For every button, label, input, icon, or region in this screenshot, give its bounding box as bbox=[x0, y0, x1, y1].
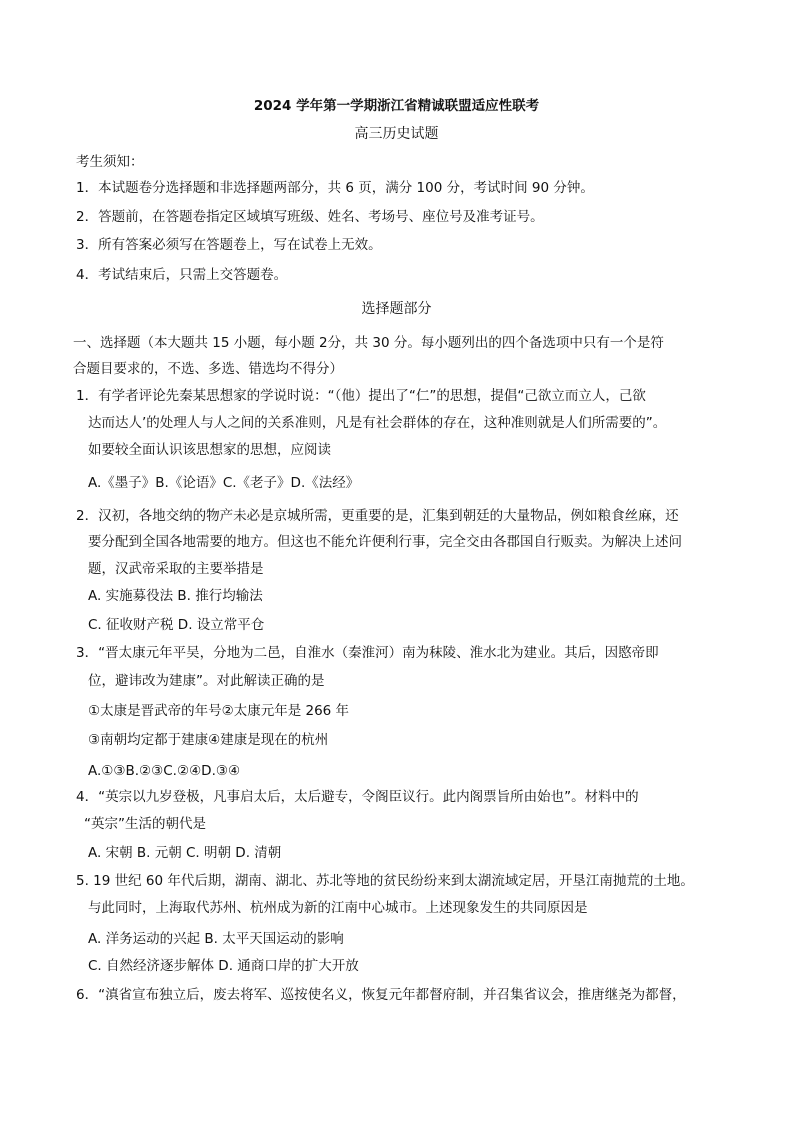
question-1-line-1: 1．有学者评论先秦某思想家的学说时说：“（他）提出了“仁”的思想，提倡“己欲立而立人，己欲 bbox=[76, 388, 646, 404]
section-intro-line-1: 一、选择题（本大题共 15 小题，每小题 2分，共 30 分。每小题列出的四个备选项中只有一个是符 bbox=[73, 335, 664, 351]
question-3-line-1: 3．“晋太康元年平吴，分地为二邑，自淮水（秦淮河）南为秣陵、淮水北为建业。其后，因愍帝即 bbox=[76, 645, 659, 661]
question-5-options-1: A. 洋务运动的兴起 B. 太平天国运动的影响 bbox=[88, 931, 344, 947]
section-title: 选择题部分 bbox=[361, 301, 432, 317]
question-2-line-3: 题，汉武帝采取的主要举措是 bbox=[88, 561, 264, 577]
question-5-options-2: C. 自然经济逐步解体 D. 通商口岸的扩大开放 bbox=[88, 958, 359, 974]
notice-item-1: 1．本试题卷分选择题和非选择题两部分，共 6 页，满分 100 分，考试时间 90 分钟。 bbox=[76, 180, 594, 196]
notice-heading: 考生须知： bbox=[76, 154, 144, 170]
question-2-line-2: 要分配到全国各地需要的地方。但这也不能允许便利行事，完全交由各郡国自行贩卖。为解决上述问 bbox=[88, 534, 682, 550]
question-3-statements-1: ①太康是晋武帝的年号②太康元年是 266 年 bbox=[88, 703, 350, 719]
notice-item-3: 3．所有答案必须写在答题卷上，写在试卷上无效。 bbox=[76, 237, 382, 253]
question-4-line-2: “英宗”生活的朝代是 bbox=[84, 816, 206, 832]
question-5-line-2: 与此同时，上海取代苏州、杭州成为新的江南中心城市。上述现象发生的共同原因是 bbox=[88, 900, 588, 916]
notice-item-2: 2．答题前，在答题卷指定区域填写班级、姓名、考场号、座位号及准考证号。 bbox=[76, 209, 544, 225]
question-2-line-1: 2．汉初，各地交纳的物产未必是京城所需，更重要的是，汇集到朝廷的大量物品，例如粮食丝麻，还 bbox=[76, 508, 679, 524]
section-intro-line-2: 合题目要求的，不选、多选、错选均不得分） bbox=[73, 361, 343, 377]
question-5-line-1: 5. 19 世纪 60 年代后期，湖南、湖北、苏北等地的贫民纷纷来到太湖流域定居，开垦江南抛荒的土地。 bbox=[76, 873, 694, 889]
exam-title: 2024 学年第一学期浙江省精诚联盟适应性联考 bbox=[253, 98, 540, 114]
subject-title: 高三历史试题 bbox=[354, 126, 439, 142]
question-2-options-2: C. 征收财产税 D. 设立常平仓 bbox=[88, 617, 265, 633]
question-3-options: A.①③B.②③C.②④D.③④ bbox=[88, 763, 241, 779]
question-2-options-1: A. 实施募役法 B. 推行均输法 bbox=[88, 588, 263, 604]
notice-item-4: 4．考试结束后，只需上交答题卷。 bbox=[76, 267, 288, 283]
question-4-line-1: 4．“英宗以九岁登极，凡事启太后，太后避专，令阁臣议行。此内阁票旨所由始也”。材料中的 bbox=[76, 789, 639, 805]
question-1-options: A.《墨子》B.《论语》C.《老子》D.《法经》 bbox=[88, 475, 360, 491]
question-1-line-3: 如要较全面认识该思想家的思想，应阅读 bbox=[88, 442, 331, 458]
question-1-line-2: 达而达人’的处理人与人之间的关系准则，凡是有社会群体的存在，这种准则就是人们所需要的”。 bbox=[88, 415, 667, 431]
question-6-line-1: 6．“滇省宣布独立后，废去将军、巡按使名义，恢复元年都督府制，并召集省议会，推唐继尧为都督， bbox=[76, 987, 686, 1003]
question-4-options: A. 宋朝 B. 元朝 C. 明朝 D. 清朝 bbox=[88, 845, 282, 861]
question-3-statements-2: ③南朝均定都于建康④建康是现在的杭州 bbox=[88, 732, 329, 748]
question-3-line-2: 位，避讳改为建康”。对此解读正确的是 bbox=[88, 673, 325, 689]
